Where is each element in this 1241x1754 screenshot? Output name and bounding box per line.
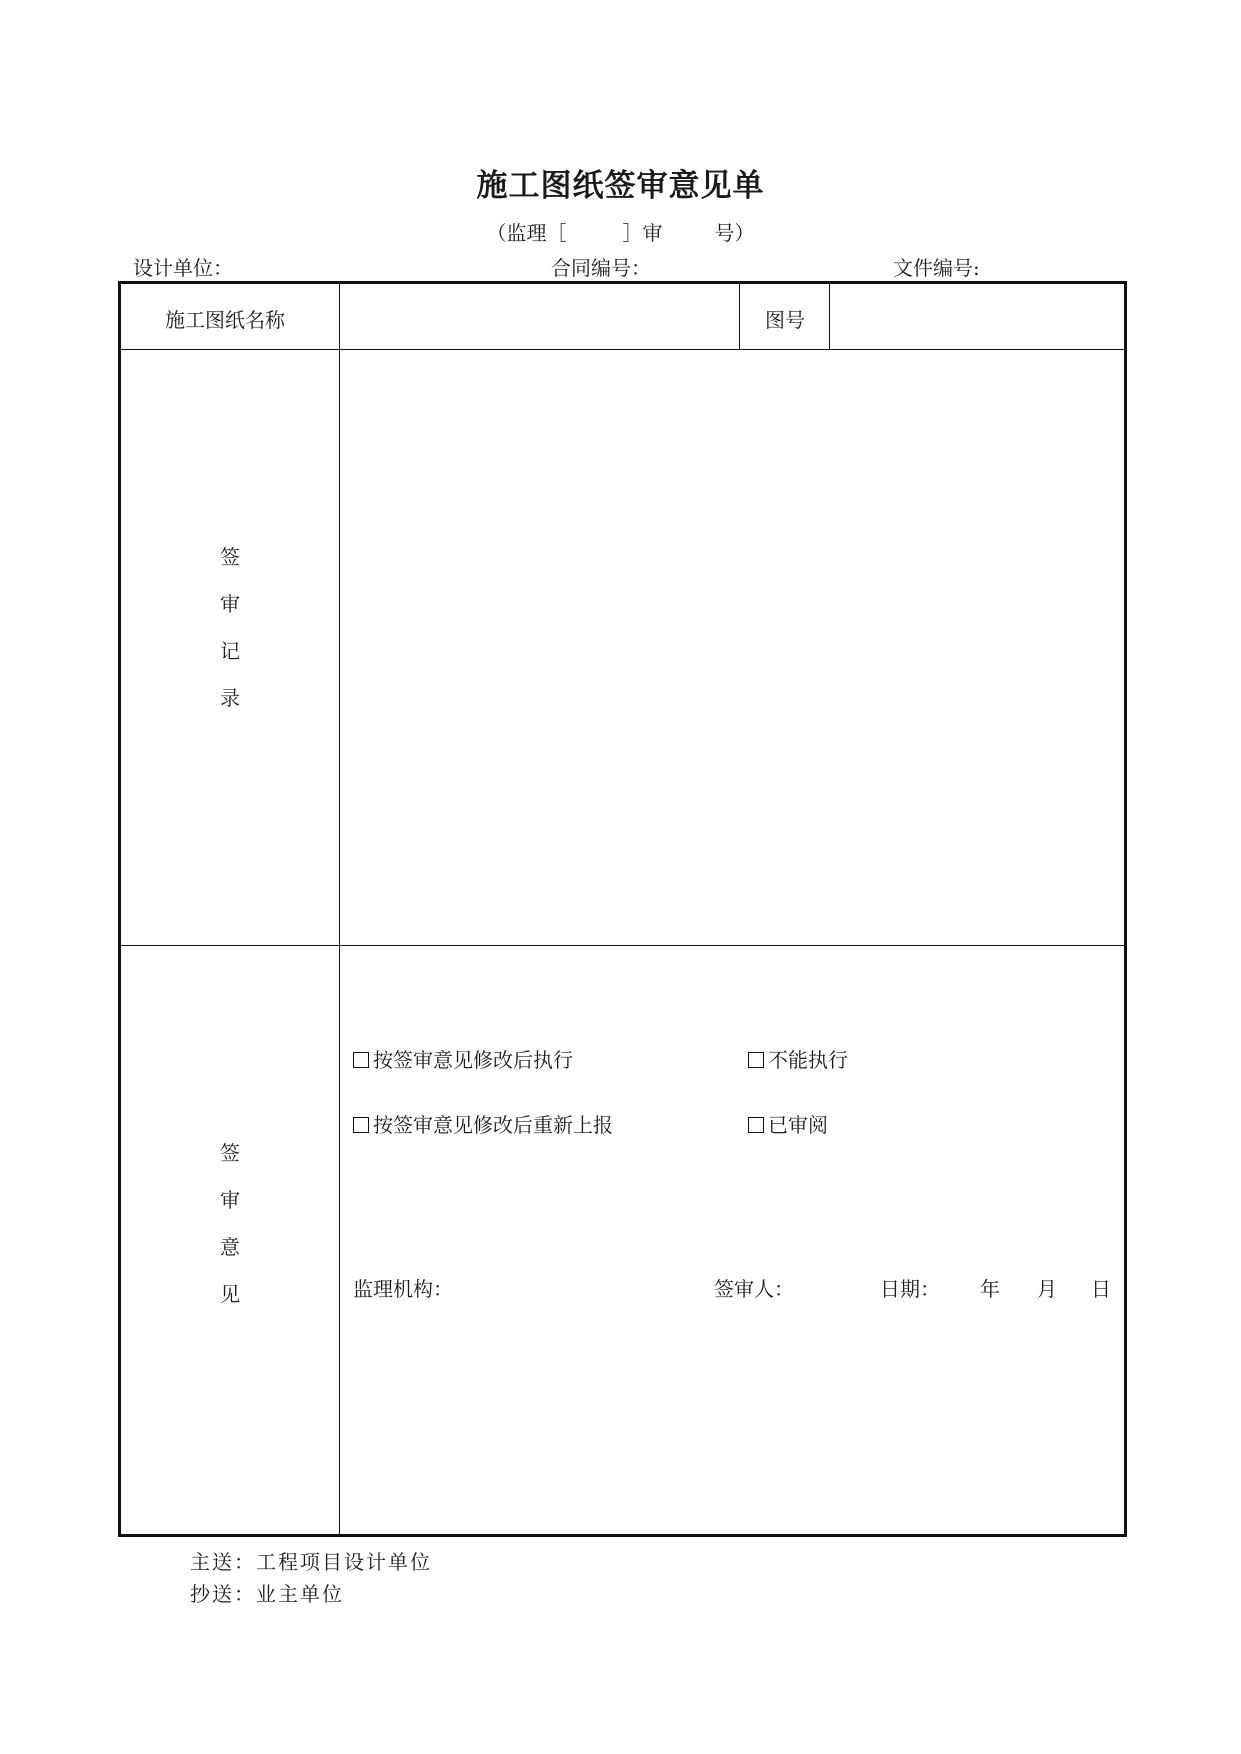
checkbox[interactable] — [353, 1052, 369, 1068]
row-divider — [121, 945, 1124, 946]
month-label: 月 — [1037, 1277, 1057, 1301]
option-revise-resubmit[interactable] — [353, 1109, 613, 1138]
record-label-char: 签 — [220, 545, 240, 569]
drawing-no-label: 图号 — [765, 308, 805, 332]
year-label: 年 — [980, 1277, 1000, 1301]
checkbox[interactable] — [748, 1117, 764, 1133]
form-title: 施工图纸签审意见单 — [476, 168, 765, 204]
review-opinion-label — [210, 1130, 250, 1318]
opinion-label-char: 审 — [220, 1188, 240, 1212]
main-recipient: 主送：工程项目设计单位 — [190, 1550, 432, 1574]
subtitle-prefix: （监理［ — [486, 221, 567, 245]
day-label: 日 — [1091, 1277, 1111, 1301]
column-divider — [829, 284, 830, 349]
record-label-char: 录 — [220, 686, 240, 710]
option-label: 已审阅 — [768, 1113, 828, 1137]
checkbox[interactable] — [748, 1052, 764, 1068]
review-form-table — [118, 281, 1127, 1537]
record-label-char: 记 — [220, 639, 240, 663]
date-label: 日期： — [880, 1277, 940, 1301]
supervision-org-label: 监理机构： — [353, 1277, 453, 1301]
opinion-label-char: 意 — [220, 1235, 240, 1259]
option-revise-execute[interactable] — [353, 1044, 573, 1073]
subtitle-suffix: 号） — [714, 221, 755, 245]
row-divider — [121, 349, 1124, 350]
contract-no-label: 合同编号： — [551, 256, 651, 280]
opinion-label-char: 签 — [220, 1141, 240, 1165]
review-record-field[interactable] — [341, 351, 1124, 943]
option-cannot-execute[interactable] — [748, 1044, 848, 1073]
reviewer-label: 签审人： — [714, 1277, 794, 1301]
column-divider — [739, 284, 740, 349]
option-label: 按签审意见修改后执行 — [373, 1048, 573, 1072]
file-no-label: 文件编号: — [893, 256, 980, 280]
checkbox[interactable] — [353, 1117, 369, 1133]
drawing-name-field[interactable] — [341, 284, 737, 348]
review-record-label — [210, 534, 250, 722]
column-divider — [339, 284, 340, 1534]
cc-recipient: 抄送：业主单位 — [190, 1582, 344, 1606]
record-label-char: 审 — [220, 592, 240, 616]
option-reviewed[interactable] — [748, 1109, 828, 1138]
subtitle-middle: ］审 — [622, 221, 663, 245]
opinion-label-char: 见 — [220, 1282, 240, 1306]
option-label: 不能执行 — [768, 1048, 848, 1072]
drawing-no-field[interactable] — [831, 284, 1124, 348]
option-label: 按签审意见修改后重新上报 — [373, 1113, 613, 1137]
design-unit-label: 设计单位： — [133, 256, 233, 280]
form-subtitle — [0, 217, 1241, 246]
drawing-name-label: 施工图纸名称 — [165, 308, 285, 332]
